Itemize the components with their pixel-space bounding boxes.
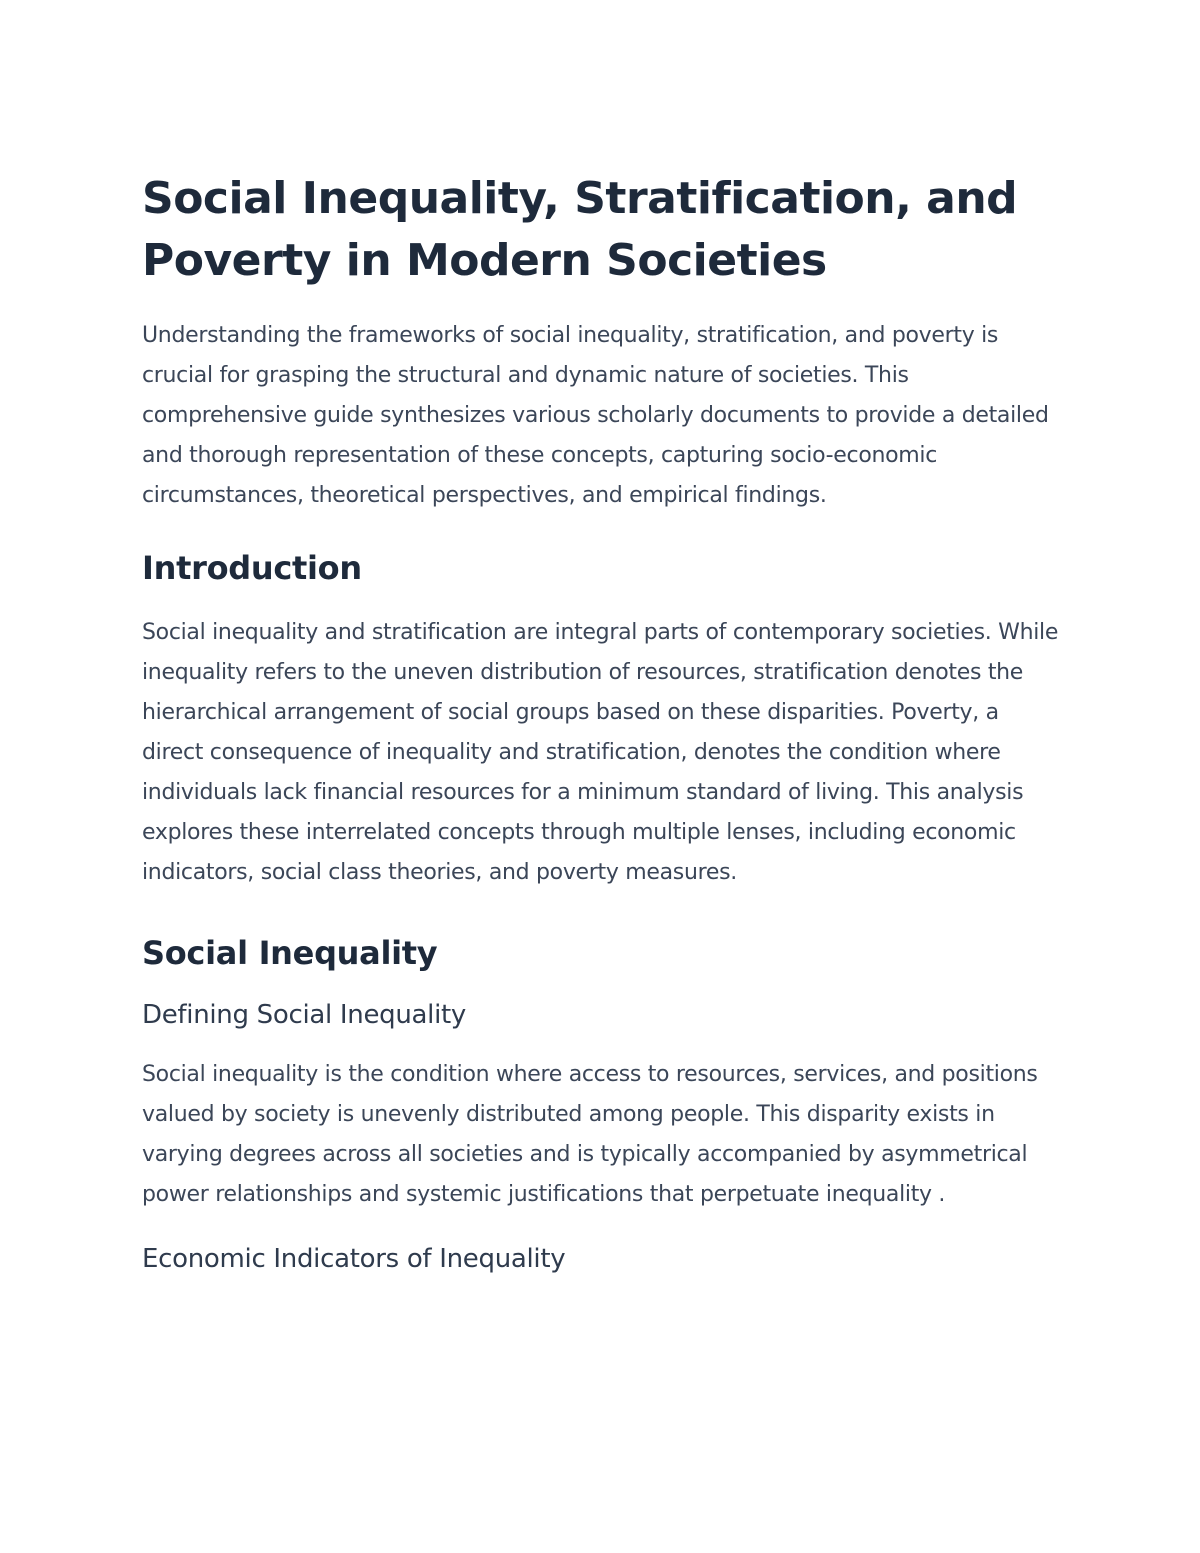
- heading-economic-indicators: Economic Indicators of Inequality: [142, 1244, 566, 1274]
- heading-social-inequality: Social Inequality: [142, 934, 438, 972]
- defining-social-inequality-paragraph: Social inequality is the condition where access to resources, services, and positions valued by society is unevenly distributed among people. This disparity exists in varying degrees across all societies and is typically accompanied by asymmetrical power relationships and systemic justifications that perpetuate inequality .: [142, 1062, 1038, 1207]
- document-page: [142, 168, 1062, 1277]
- introduction-paragraph: Social inequality and stratification are integral parts of contemporary societies. While inequality refers to the uneven distribution of resources, stratification denotes the hierarchical arrangement of social groups based on these disparities. Poverty, a direct consequence of inequality and stratification, denotes the condition where individuals lack financial resources for a minimum standard of living. This analysis explores these interrelated concepts through multiple lenses, including economic indicators, social class theories, and poverty measures.: [142, 620, 1059, 885]
- intro-paragraph: Understanding the frameworks of social inequality, stratification, and poverty is crucial for grasping the structural and dynamic nature of societies. This comprehensive guide synthesizes various scholarly documents to provide a detailed and thorough representation of these concepts, capturing socio-economic circumstances, theoretical perspectives, and empirical findings.: [142, 323, 1049, 508]
- document-title: Social Inequality, Stratification, and Poverty in Modern Societies: [142, 173, 1018, 286]
- heading-introduction: Introduction: [142, 549, 362, 587]
- heading-defining-social-inequality: Defining Social Inequality: [142, 1000, 466, 1030]
